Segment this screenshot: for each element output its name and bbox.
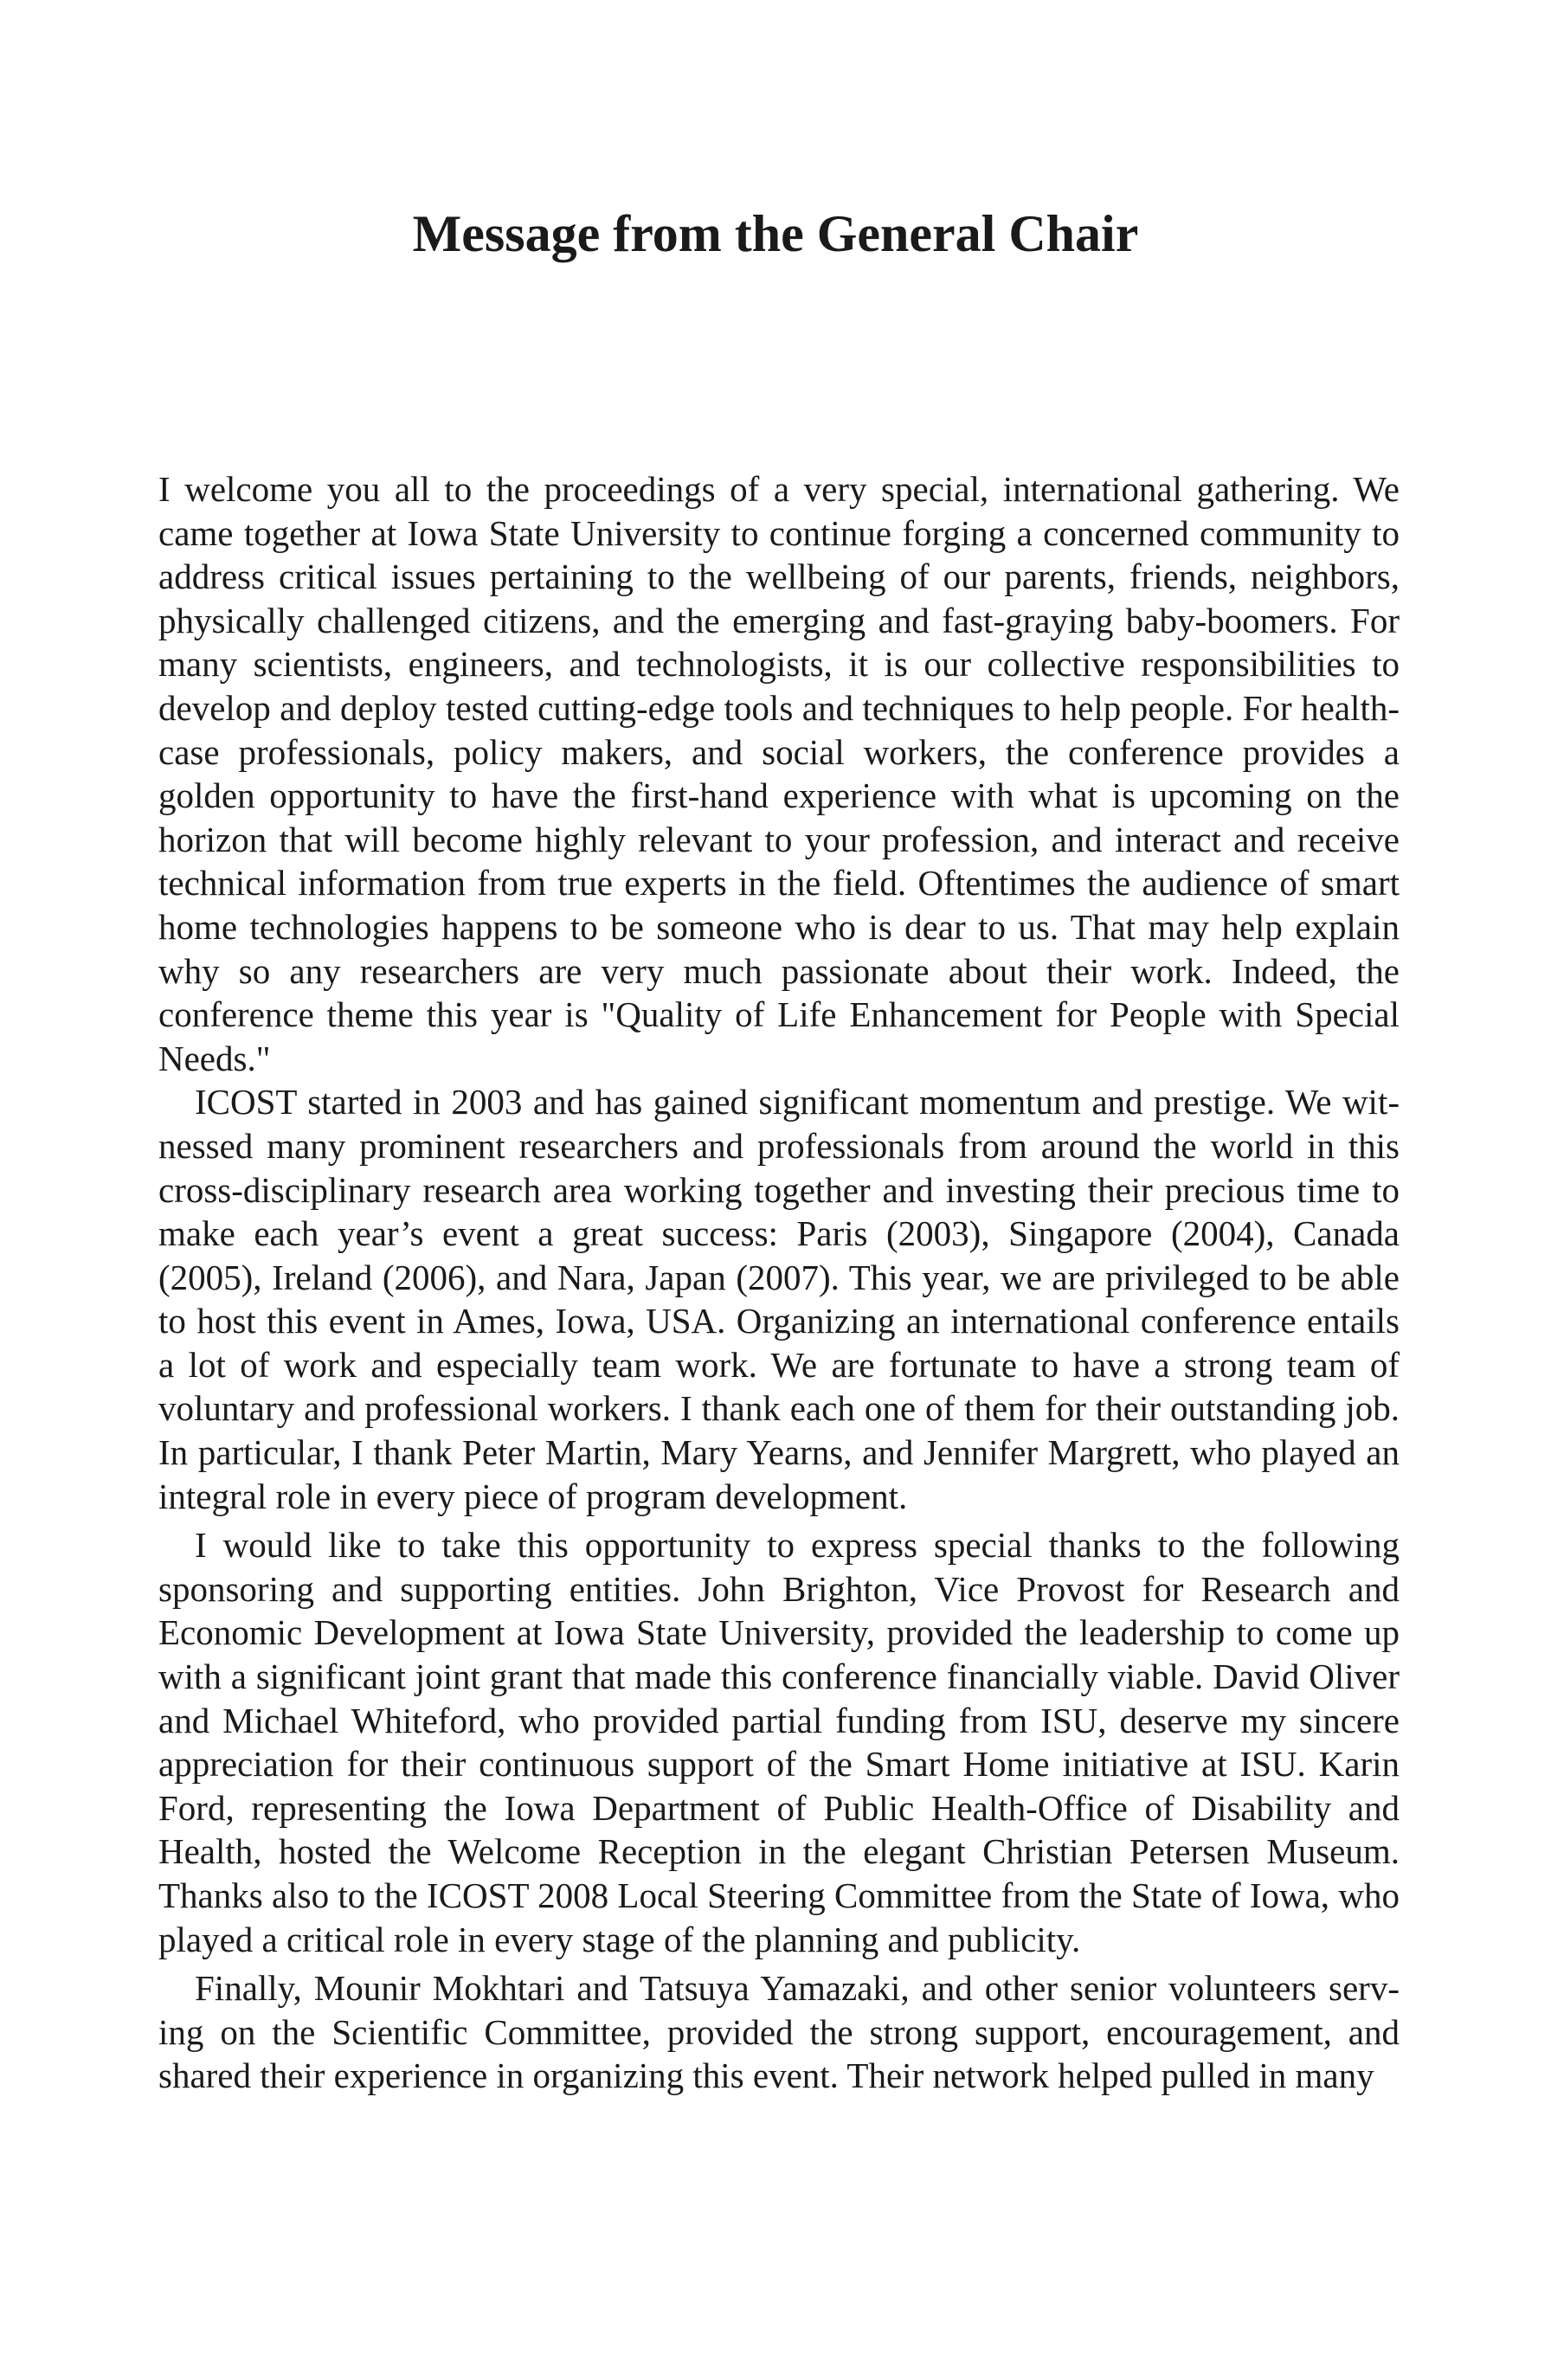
paragraph-welcome: I welcome you all to the proceedings of a very special, international gathering. We came together at Iowa State University to continue forging a concerned community to address critical issues pertaining to the wellbeing of our parents, friends, neighbors, physically challenged citizens, and the emerging and fast-graying baby-boomers. For many scientists, engineers, and technologists, it is our collective responsibilities to develop and deploy tested cutting-edge tools and techniques to help people. For health-case professionals, policy makers, and social workers, the conference provides a golden opportunity to have the first-hand experience with what is upcoming on the horizon that will become highly relevant to your profession, and interact and receive technical information from true experts in the field. Oftentimes the audience of smart home technologies happens to be someone who is dear to us. That may help explain why so any researchers are very much passionate about their work. Indeed, the conference theme this year is "Quality of Life Enhancement for People with Special Needs." [158,469,1400,1078]
page-title: Message from the General Chair [412,205,1139,262]
paragraph-acknowledgements: I would like to take this opportunity to express special thanks to the following sponsoring and supporting entities. John Brighton, Vice Provost for Research and Economic Development at Iowa State University, provided the leadership to come up with a significant joint grant that made this conference financially viable. David Oliver and Michael Whiteford, who provided partial funding from ISU, deserve my sincere appreciation for their continuous support of the Smart Home initiative at ISU. Karin Ford, representing the Iowa Department of Public Health-Office of Disability and Health, hosted the Welcome Reception in the elegant Christian Petersen Museum. Thanks also to the ICOST 2008 Local Steering Committee from the State of Iowa, who played a critical role in every stage of the planning and publicity. [158,1525,1400,1959]
paragraph-closing: Finally, Mounir Mokhtari and Tatsuya Yamazaki, and other senior volunteers serving on the Scientific Committee, provided the strong support, encouragement, and shared their experience in organizing this event. Their network helped pulled in many [158,1968,1400,2096]
body-text [158,467,1400,2098]
paragraph-icost-history: ICOST started in 2003 and has gained significant momentum and prestige. We witnessed many prominent researchers and professionals from around the world in this cross-disciplinary research area working together and investing their precious time to make each year’s event a great success: Paris (2003), Singapore (2004), Canada (2005), Ireland (2006), and Nara, Japan (2007). This year, we are privileged to be able to host this event in Ames, Iowa, USA. Organizing an international conference entails a lot of work and especially team work. We are fortunate to have a strong team of voluntary and professional workers. I thank each one of them for their outstanding job. In particular, I thank Peter Martin, Mary Yearns, and Jennifer Margrett, who played an integral role in every piece of program development. [158,1082,1400,1516]
